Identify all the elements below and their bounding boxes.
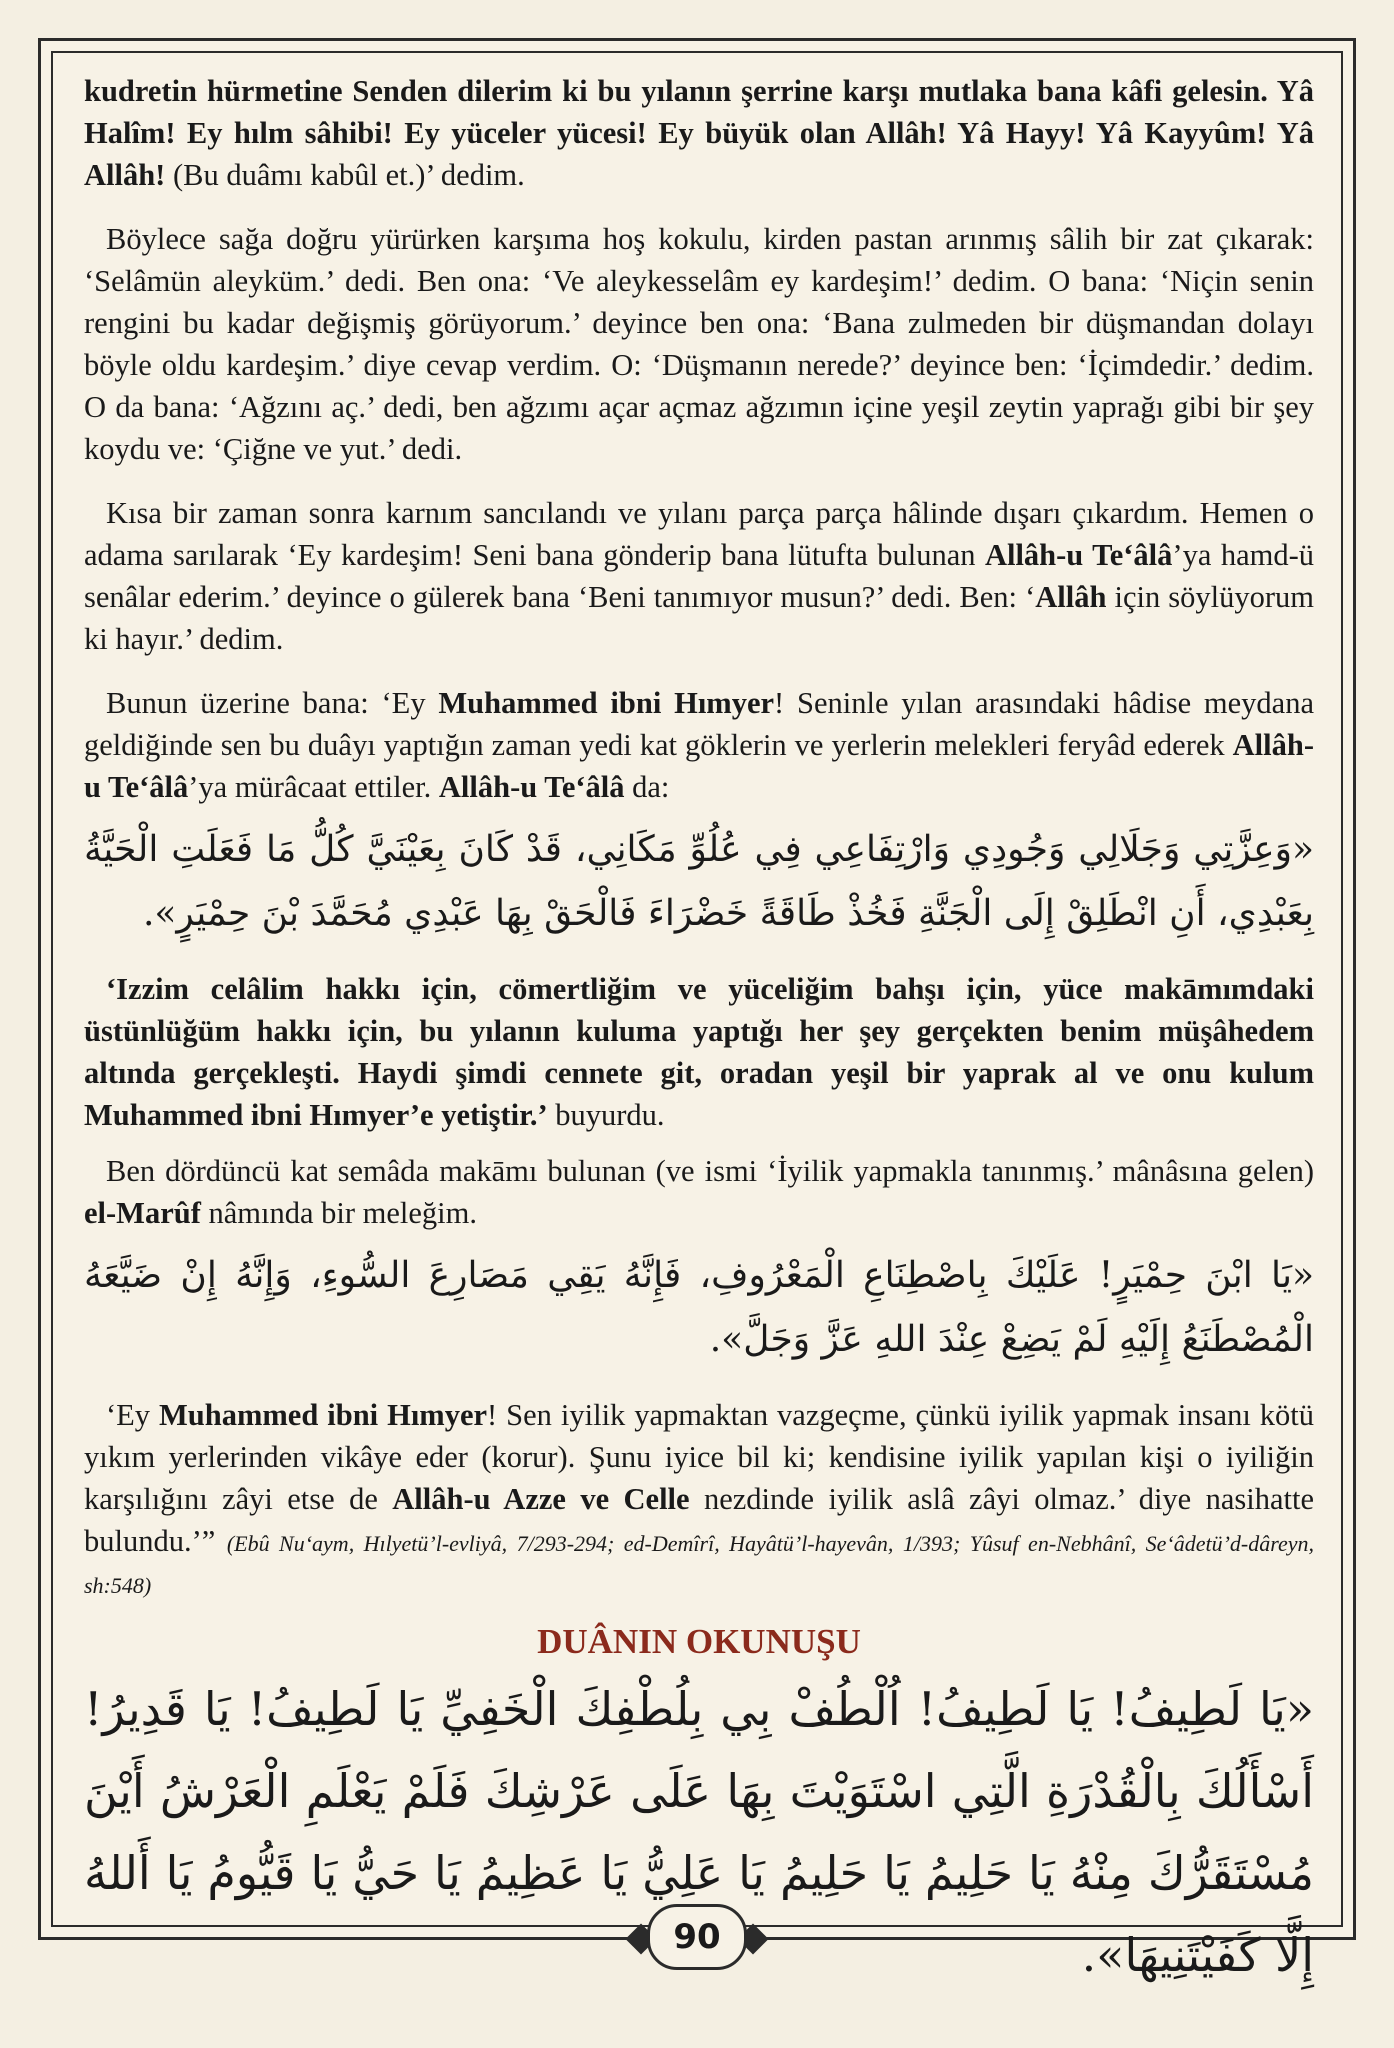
paragraph-5 bbox=[84, 968, 1314, 1136]
p3-bold-allah-2: Allâh bbox=[1035, 580, 1107, 614]
paragraph-3 bbox=[84, 492, 1314, 660]
p6-text-c: nâmında bir meleğim. bbox=[200, 1196, 477, 1230]
p4-text-e: ’ya mürâcaat ettiler. bbox=[188, 770, 439, 804]
p3-text-c: ’ya hamd-ü senâlar ederim.’ deyince o gülerek bana ‘Beni tanımıyor musun?’ dedi. Ben: ‘ bbox=[84, 538, 1314, 614]
p7-bold-name: Muhammed ibni Hımyer bbox=[159, 1398, 488, 1432]
p4-text-a: Bunun üzerine bana: ‘Ey bbox=[106, 686, 439, 720]
p7-bold-allah: Allâh-u Azze ve Celle bbox=[392, 1482, 690, 1516]
page-content bbox=[84, 70, 1314, 2018]
p1-normal-text: (Bu duâmı kabûl et.)’ dedim. bbox=[165, 158, 525, 192]
p6-text-a: Ben dördüncü kat semâda makāmı bulunan (ve ismi ‘İyilik yapmakla tanınmış.’ mânâsına gelen) bbox=[106, 1154, 1314, 1188]
paragraph-1 bbox=[84, 70, 1314, 196]
citation: (Ebû Nu‘aym, Hılyetü’l-evliyâ, 7/293-294; ed-Demîrî, Hayâtü’l-hayevân, 1/393; Yûsuf en-Nebhânî, Se‘âdetü’d-dâreyn, sh:548) bbox=[84, 1531, 1315, 1598]
p4-bold-allah: Allâh-u Te‘âlâ bbox=[84, 728, 1314, 804]
paragraph-4 bbox=[84, 682, 1314, 808]
p7-text-e: nezdinde iyilik aslâ zâyi olmaz.’ diye nasihatte bulundu.’” bbox=[84, 1482, 1315, 1558]
p6-bold-marouf: el-Marûf bbox=[84, 1196, 201, 1230]
paragraph-6 bbox=[84, 1150, 1314, 1234]
p5-normal-text: buyurdu. bbox=[547, 1098, 665, 1132]
arabic-quote-2: «يَا ابْنَ حِمْيَرٍ! عَلَيْكَ بِاصْطِنَاعِ الْمَعْرُوفِ، فَإِنَّهُ يَقِي مَصَارِعَ السُّوءِ، وَإِنَّهُ إِنْ ضَيَّعَهُ الْمُصْطَنَعُ إِلَيْهِ لَمْ يَضِعْ عِنْدَ اللهِ عَزَّ وَجَلَّ». bbox=[84, 1255, 1314, 1360]
p4-bold-name: Muhammed ibni Hımyer bbox=[438, 686, 775, 720]
dua-heading: DUÂNIN OKUNUŞU bbox=[537, 1622, 861, 1661]
page-number: 90 bbox=[647, 1904, 747, 1970]
dua-text: «يَا لَطِيفُ! يَا لَطِيفُ! اُلْطُفْ بِي بِلُطْفِكَ الْخَفِيِّ يَا لَطِيفُ! يَا قَدِيرُ! أَسْأَلُكَ بِالْقُدْرَةِ الَّتِي اسْتَوَيْتَ بِهَا عَلَى عَرْشِكَ فَلَمْ يَعْلَمِ الْعَرْشُ أَيْنَ مُسْتَقَرُّكَ مِنْهُ يَا حَلِيمُ يَا حَلِيمُ يَا عَلِيُّ يَا عَظِيمُ يَا حَيُّ يَا قَيُّومُ يَا أَللهُ إِلَّا كَفَيْتَنِيهَا». bbox=[84, 1682, 1314, 1982]
p7-text-a: ‘Ey bbox=[106, 1398, 160, 1432]
p4-text-g: da: bbox=[624, 770, 670, 804]
paragraph-7 bbox=[84, 1394, 1314, 1604]
p7-text-c: ! Sen iyilik yapmaktan vazgeçme, çünkü iyilik yapmak insanı kötü yıkım yerlerinden vikâye eder (korur). Şunu iyice bil ki; kendisine iyilik yapılan kişi o iyiliğin karşılığını zâyi etse de bbox=[84, 1398, 1314, 1516]
arabic-quote-1: «وَعِزَّتِي وَجَلَالِي وَجُودِي وَارْتِفَاعِي فِي عُلُوِّ مَكَانِي، قَدْ كَانَ بِعَيْنَيَّ كُلُّ مَا فَعَلَتِ الْحَيَّةُ بِعَبْدِي، أَنِ انْطَلِقْ إِلَى الْجَنَّةِ فَخُذْ طَاقَةً خَضْرَاءَ فَالْحَقْ بِهَا عَبْدِي مُحَمَّدَ بْنَ حِمْيَرٍ». bbox=[84, 829, 1314, 934]
p3-bold-allah: Allâh-u Te‘âlâ bbox=[984, 538, 1173, 572]
p4-text-c: ! Seninle yılan arasındaki hâdise meydana geldiğinde sen bu duâyı yaptığın zaman yedi kat göklerin ve yerlerin melekleri feryâd ederek bbox=[84, 686, 1314, 762]
p3-text-a: Kısa bir zaman sonra karnım sancılandı ve yılanı parça parça hâlinde dışarı çıkardım. Hemen o adama sarılarak ‘Ey kardeşim! Seni bana gönderip bana lütufta bulunan bbox=[84, 496, 1314, 572]
p1-bold-text: kudretin hürmetine Senden dilerim ki bu yılanın şerrine karşı mutlaka bana kâfi gelesin. Yâ Halîm! Ey hılm sâhibi! Ey yüceler yücesi! Ey büyük olan Allâh! Yâ Hayy! Yâ Kayyûm! Yâ Allâh! bbox=[84, 74, 1314, 192]
paragraph-2: Böylece sağa doğru yürürken karşıma hoş kokulu, kirden pastan arınmış sâlih bir zat çıkarak: ‘Selâmün aleyküm.’ dedi. Ben ona: ‘Ve aleykesselâm ey kardeşim!’ dedim. O bana: ‘Niçin senin rengini bu kadar değişmiş görüyorum.’ deyince ben ona: ‘Bana zulmeden bir düşmandan dolayı böyle oldu kardeşim.’ diye cevap verdim. O: ‘Düşmanın nerede?’ deyince ben: ‘İçimdedir.’ dedim. O da bana: ‘Ağzını aç.’ dedi, ben ağzımı açar açmaz ağzımın içine yeşil zeytin yaprağı gibi bir şey koydu ve: ‘Çiğne ve yut.’ dedi. bbox=[84, 222, 1314, 466]
p5-bold-text: ‘Izzim celâlim hakkı için, cömertliğim ve yüceliğim bahşı için, yüce makāmımdaki üstünlüğüm hakkı için, bu yılanın kuluma yaptığı her şey gerçekten benim müşâhedem altında gerçekleşti. Haydi şimdi cennete git, oradan yeşil bir yaprak al ve onu kulum Muhammed ibni Hımyer’e yetiştir.’ bbox=[84, 972, 1314, 1132]
p4-bold-allah-2: Allâh-u Te‘âlâ bbox=[438, 770, 625, 804]
p3-text-e: için söylüyorum ki hayır.’ dedim. bbox=[84, 580, 1314, 656]
